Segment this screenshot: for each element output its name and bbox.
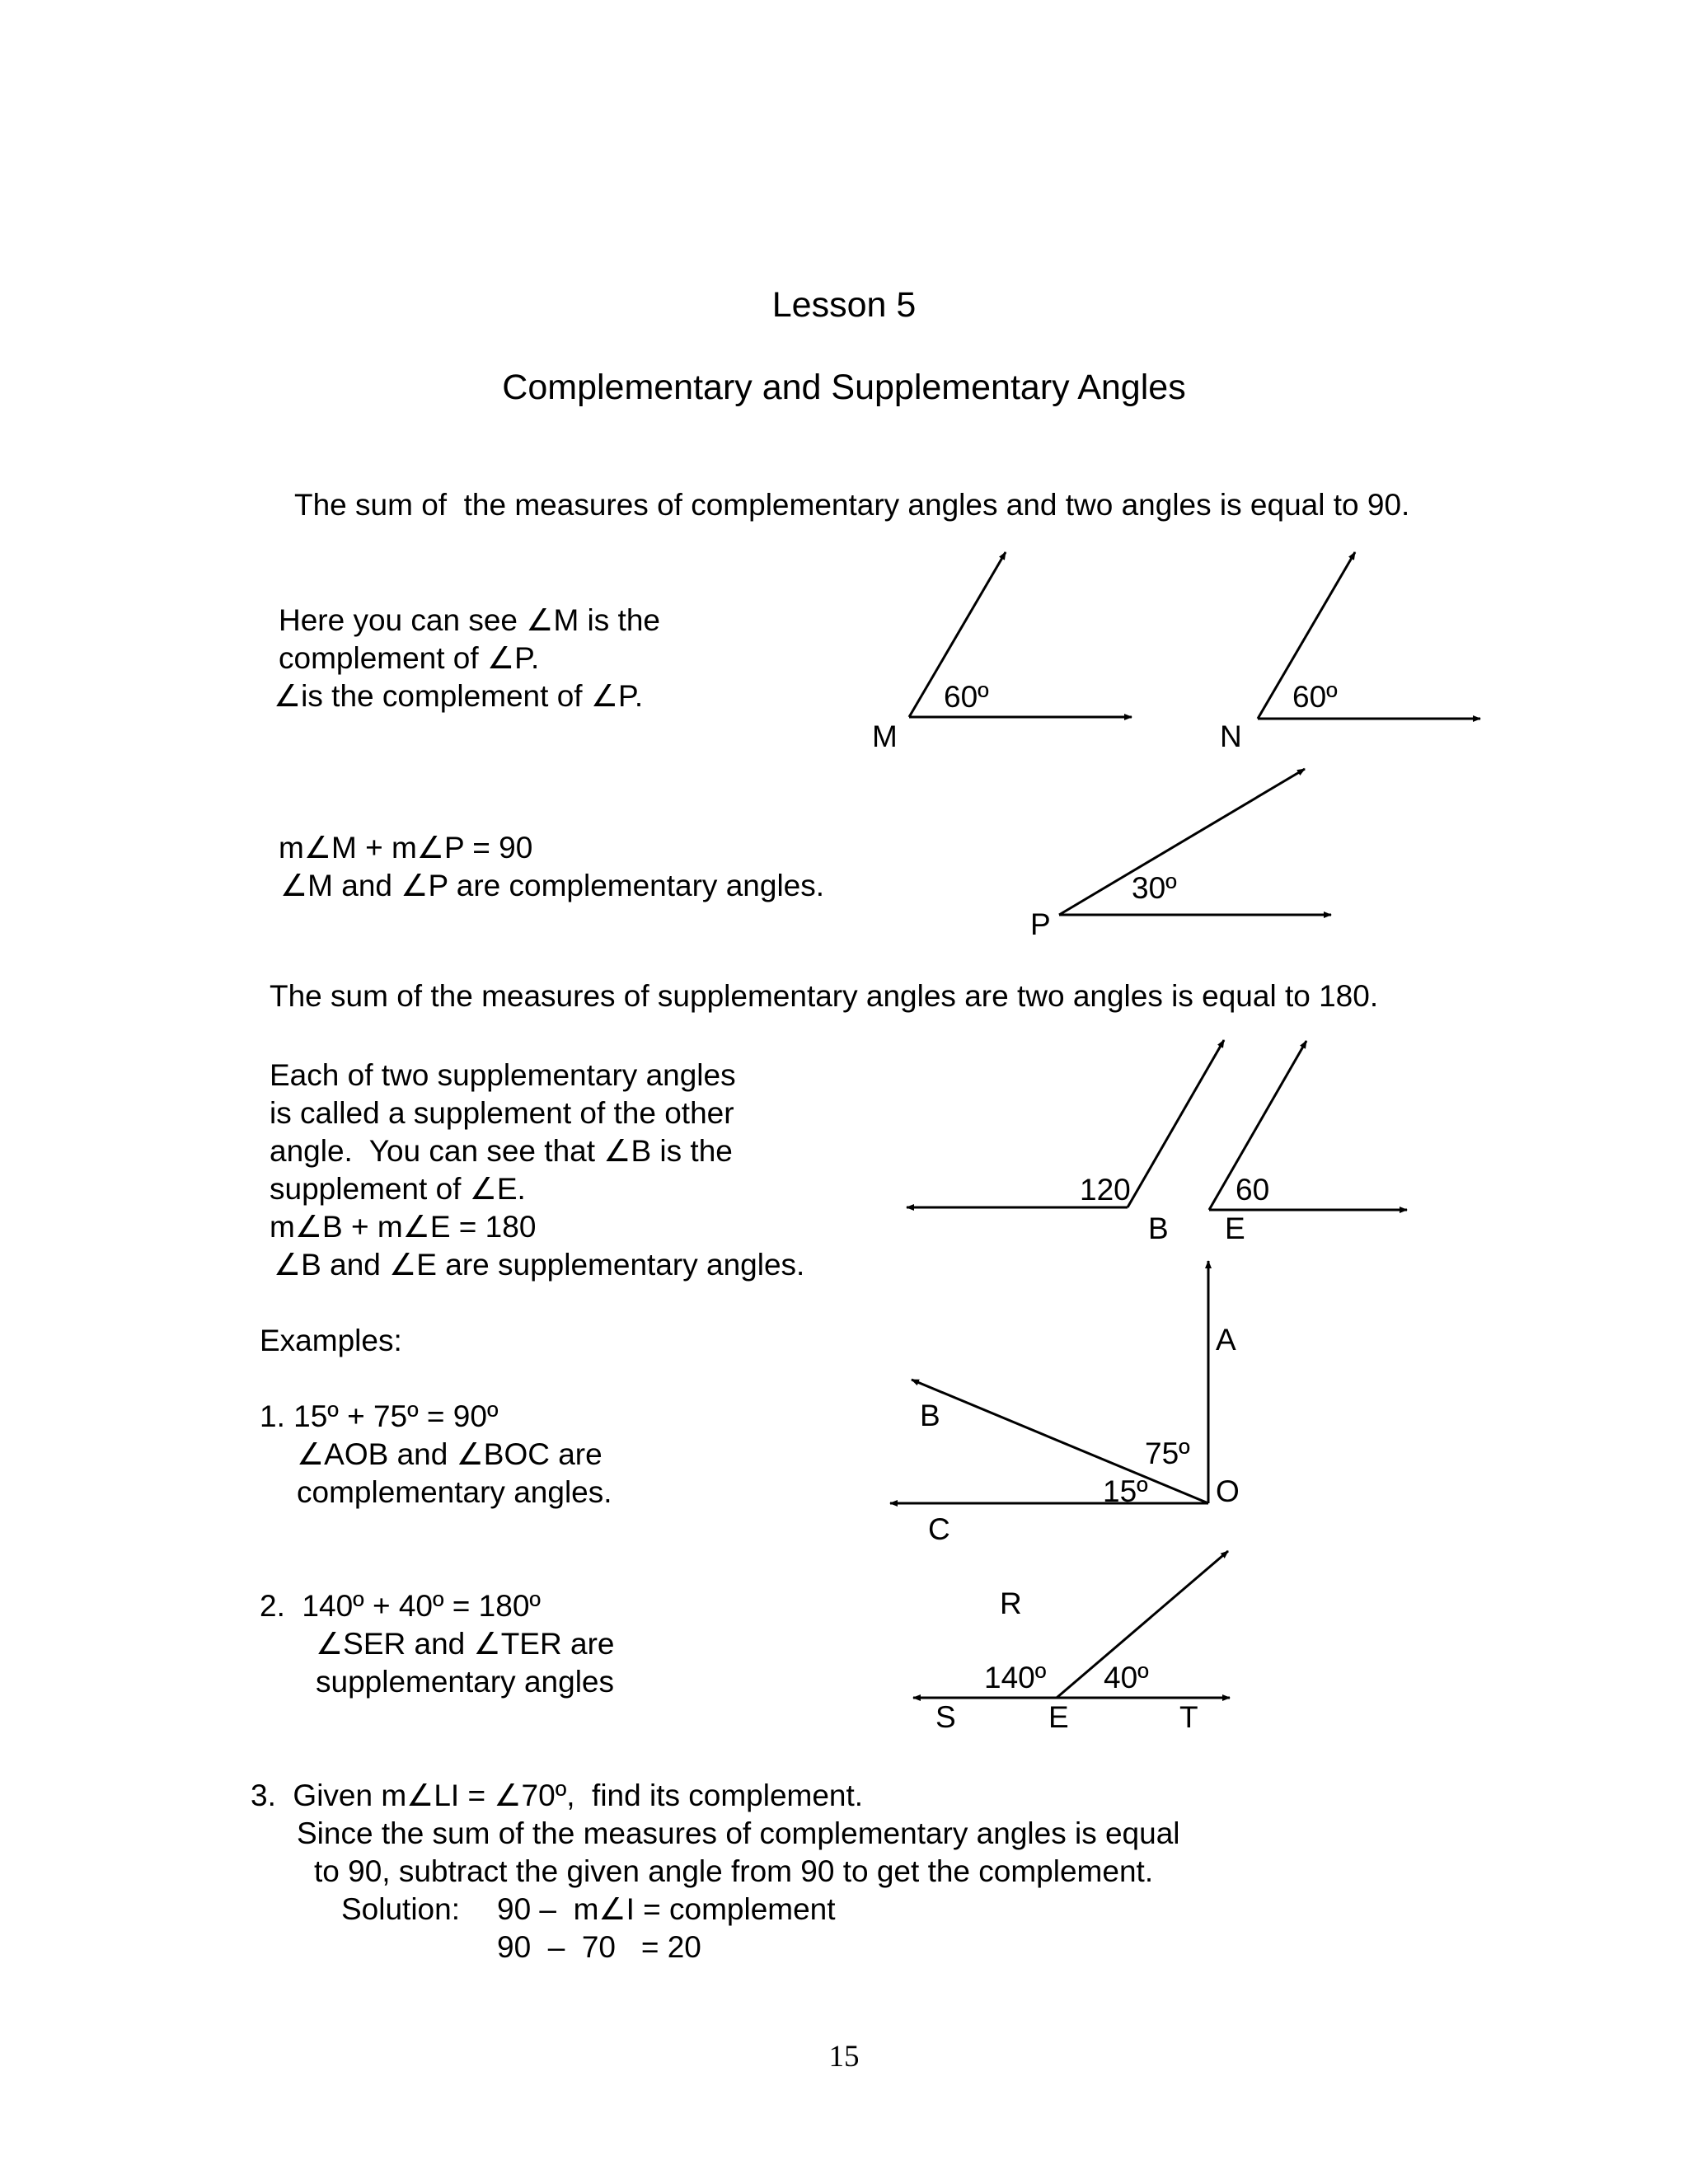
point-o-label: O xyxy=(1216,1474,1240,1508)
point-b-label: B xyxy=(920,1399,940,1432)
angle-p-figure xyxy=(1030,769,1331,941)
angle-b-measure: 120 xyxy=(1080,1173,1131,1207)
point-r-label: R xyxy=(1000,1586,1022,1620)
supplementary-equation: m∠B + m∠E = 180 xyxy=(270,1210,537,1244)
example-1-equation: 1. 15º + 75º = 90º xyxy=(260,1399,499,1433)
example-1-line-3: complementary angles. xyxy=(297,1475,612,1509)
angle-m-vertex-label: M xyxy=(872,719,898,753)
example-3-solution-result: 90 – 70 = 20 xyxy=(497,1930,701,1964)
example-3-line-3: to 90, subtract the given angle from 90 to get the complement. xyxy=(314,1854,1154,1888)
page-title: Complementary and Supplementary Angles xyxy=(502,368,1186,407)
page-number: 15 xyxy=(828,2040,860,2074)
complementary-explanation-line-1: Here you can see ∠M is the xyxy=(279,603,660,637)
example-1-figure xyxy=(890,1261,1240,1546)
example-3-solution-label: Solution: xyxy=(341,1892,460,1926)
angle-aob-measure: 75º xyxy=(1145,1436,1190,1470)
point-s-label: S xyxy=(935,1700,956,1734)
complementary-definition: The sum of the measures of complementary angles and two angles is equal to 90. xyxy=(294,488,1410,522)
example-3-line-2: Since the sum of the measures of complementary angles is equal xyxy=(297,1816,1180,1850)
angle-n-figure xyxy=(1220,552,1480,753)
angle-ter-measure: 40º xyxy=(1104,1661,1149,1694)
supplementary-explanation-line-3: angle. You can see that ∠B is the xyxy=(270,1134,733,1168)
complementary-explanation-line-3: ∠is the complement of ∠P. xyxy=(274,679,644,713)
supplementary-explanation-line-2: is called a supplement of the other xyxy=(270,1096,734,1130)
point-e-label: E xyxy=(1048,1700,1069,1734)
supplementary-definition: The sum of the measures of supplementary angles are two angles is equal to 180. xyxy=(270,979,1379,1013)
angle-e-measure: 60 xyxy=(1236,1173,1270,1207)
example-3-line-1: 3. Given m∠LI = ∠70º, find its complement. xyxy=(251,1779,864,1812)
lesson-heading: Lesson 5 xyxy=(771,285,917,325)
examples-heading: Examples: xyxy=(260,1324,402,1357)
complementary-equation: m∠M + m∠P = 90 xyxy=(279,831,533,865)
supplementary-conclusion: ∠B and ∠E are supplementary angles. xyxy=(274,1248,805,1282)
point-a-label: A xyxy=(1216,1323,1236,1357)
angle-b-ray-diagonal xyxy=(1128,1040,1224,1207)
angle-b-vertex-label: B xyxy=(1148,1212,1169,1245)
point-t-label: T xyxy=(1179,1700,1198,1734)
angle-n-measure: 60º xyxy=(1292,680,1338,714)
example-3-solution-formula: 90 – m∠I = complement xyxy=(497,1892,836,1926)
angle-m-figure xyxy=(872,552,1132,753)
supplementary-figure xyxy=(907,1040,1407,1245)
supplementary-explanation-line-1: Each of two supplementary angles xyxy=(270,1058,736,1092)
example-2-line-3: supplementary angles xyxy=(316,1665,614,1699)
point-c-label: C xyxy=(928,1512,950,1546)
angle-p-measure: 30º xyxy=(1132,871,1177,905)
angle-n-vertex-label: N xyxy=(1220,719,1242,753)
complementary-conclusion: ∠M and ∠P are complementary angles. xyxy=(280,869,825,902)
example-2-equation: 2. 140º + 40º = 180º xyxy=(260,1589,541,1623)
angle-e-vertex-label: E xyxy=(1225,1212,1245,1245)
angle-p-ray-diagonal xyxy=(1059,769,1305,915)
angle-p-vertex-label: P xyxy=(1030,907,1051,941)
angle-m-measure: 60º xyxy=(944,680,989,714)
example-2-figure xyxy=(913,1551,1230,1734)
complementary-explanation-line-2: complement of ∠P. xyxy=(279,641,540,675)
angle-ser-measure: 140º xyxy=(984,1661,1047,1694)
example-1-line-2: ∠AOB and ∠BOC are xyxy=(297,1437,603,1471)
angle-boc-measure: 15º xyxy=(1103,1474,1148,1508)
supplementary-explanation-line-4: supplement of ∠E. xyxy=(270,1172,526,1206)
example-2-line-2: ∠SER and ∠TER are xyxy=(316,1627,615,1661)
